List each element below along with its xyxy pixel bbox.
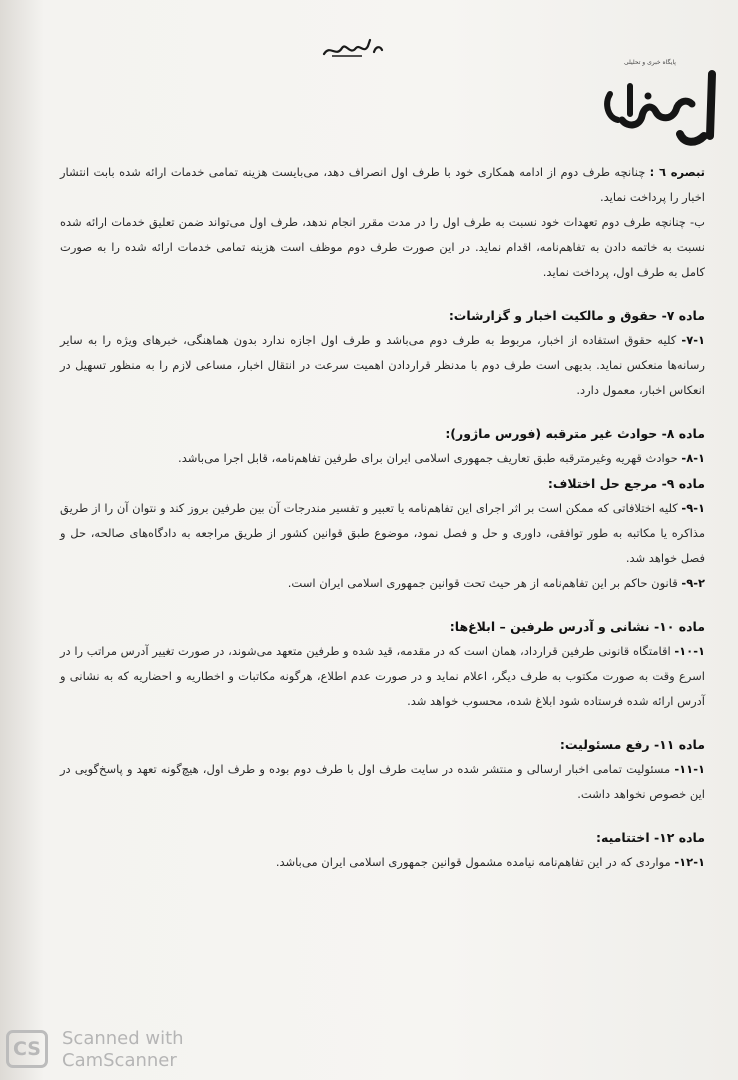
note6-b-paragraph: ب- چنانچه طرف دوم تعهدات خود نسبت به طرف اول را در مدت مقرر انجام ندهد، طرف اول می‌تواند ضمن تعلیق خدمات ارائه شده نسبت به خاتمه دادن به تفاهم‌نامه، اقدام نماید. در این صورت طرف دوم موظف است هزینه تمامی خدمات ارائه شده را به صورت کامل به طرف اول، پرداخت نماید. <box>60 215 705 279</box>
clause-number: ۱۲-۱- <box>674 855 705 869</box>
note6-paragraph <box>60 160 705 210</box>
camscanner-watermark <box>6 1026 206 1072</box>
eskan-logo-calligraphy-icon <box>600 64 720 154</box>
clause-number: ۷-۱- <box>681 333 705 347</box>
article-8-clause-1 <box>60 446 705 471</box>
logo-tagline: پایگاه خبری و تحلیلی <box>624 59 676 66</box>
clause-text: کلیه حقوق استفاده از اخبار، مربوط به طرف دوم می‌باشد و طرف اول اجازه ندارد بدون هماهنگی، خبرهای ویژه را به سایر رسانه‌ها منعکس نماید. بدیهی است طرف دوم با مدنظر قراردادن اهمیت سرعت در انتقال اخبار، مساعی لازم را به منظور تسهیل در انعکاس اخبار، معمول دارد. <box>60 333 705 397</box>
clause-number: ۱۰-۱- <box>674 644 705 658</box>
article-8-title: ماده ۸- حوادث غیر مترقبه (فورس ماژور): <box>445 426 705 441</box>
clause-text: مواردی که در این تفاهم‌نامه نیامده مشمول قوانین جمهوری اسلامی ایران می‌باشد. <box>275 855 675 869</box>
note6-text: چنانچه طرف دوم از ادامه همکاری خود با طرف اول انصراف دهد، می‌بایست هزینه تمامی خدمات ارائه شده بابت انتشار اخبار را پرداخت نماید. <box>60 165 705 204</box>
clause-text: قانون حاکم بر این تفاهم‌نامه از هر حیث تحت قوانین جمهوری اسلامی ایران است. <box>287 576 682 590</box>
article-12-title: ماده ۱۲- اختتامیه: <box>595 830 705 845</box>
clause-number: ۹-۱- <box>681 501 705 515</box>
article-7-title: ماده ۷- حقوق و مالکیت اخبار و گزارشات: <box>448 308 705 323</box>
clause-text: کلیه اختلافاتی که ممکن است بر اثر اجرای این تفاهم‌نامه یا تعبیر و تفسیر مندرجات آن بین طرفین بروز کند و نتوان آن را از طریق مذاکره یا مکاتبه به طور توافقی، داوری و حل و فصل نمود، موضوع طبق قوانین کشور از طریق مراجعه به دادگاه‌های صالحه، حل و فصل خواهد شد. <box>60 501 705 565</box>
clause-number: ۱۱-۱- <box>674 762 705 776</box>
article-9-title: ماده ۹- مرجع حل اختلاف: <box>547 476 705 491</box>
clause-number: ۸-۱- <box>681 451 705 465</box>
article-9-clause-1 <box>60 496 705 571</box>
watermark-line-1: Scanned with <box>62 1028 184 1049</box>
bismillah-calligraphy-icon <box>322 36 384 62</box>
clause-number: ۹-۲- <box>681 576 705 590</box>
article-10-clause-1 <box>60 639 705 714</box>
clause-text: حوادث قهریه وغیرمترقبه طبق تعاریف جمهوری اسلامی ایران برای طرفین تفاهم‌نامه، قابل اجرا می‌باشد. <box>178 451 682 465</box>
article-10-title: ماده ۱۰- نشانی و آدرس طرفین – ابلاغ‌ها: <box>449 619 705 634</box>
article-11-title: ماده ۱۱- رفع مسئولیت: <box>559 737 705 752</box>
article-9-clause-2 <box>60 571 705 596</box>
camscanner-logo-icon: CS <box>6 1030 48 1068</box>
article-11-clause-1 <box>60 757 705 807</box>
clause-text: اقامتگاه قانونی طرفین قرارداد، همان است که در مقدمه، قید شده و طرفین متعهد می‌شوند، در صورت تغییر آدرس مراتب را در اسرع وقت به صورت مکتوب به طرف دیگر، اعلام نماید و در صورت عدم اطلاع، هرگونه مکاتبات و اخطاریه و احضاریه که به نشانی و آدرس ارائه شده فرستاده شود ابلاغ شده، محسوب خواهد شد. <box>60 644 705 708</box>
article-12-clause-1 <box>60 850 705 875</box>
article-7-clause-1 <box>60 328 705 403</box>
note6-label: تبصره ٦ : <box>649 165 705 179</box>
eskan-logo <box>600 54 720 154</box>
clause-text: مسئولیت تمامی اخبار ارسالی و منتشر شده در سایت طرف اول با طرف دوم بوده و طرف اول، هیچ‌گونه تعهد و پاسخ‌گویی در این خصوص نخواهد داشت. <box>60 762 705 801</box>
watermark-line-2: CamScanner <box>62 1050 177 1071</box>
document-body <box>60 160 705 875</box>
